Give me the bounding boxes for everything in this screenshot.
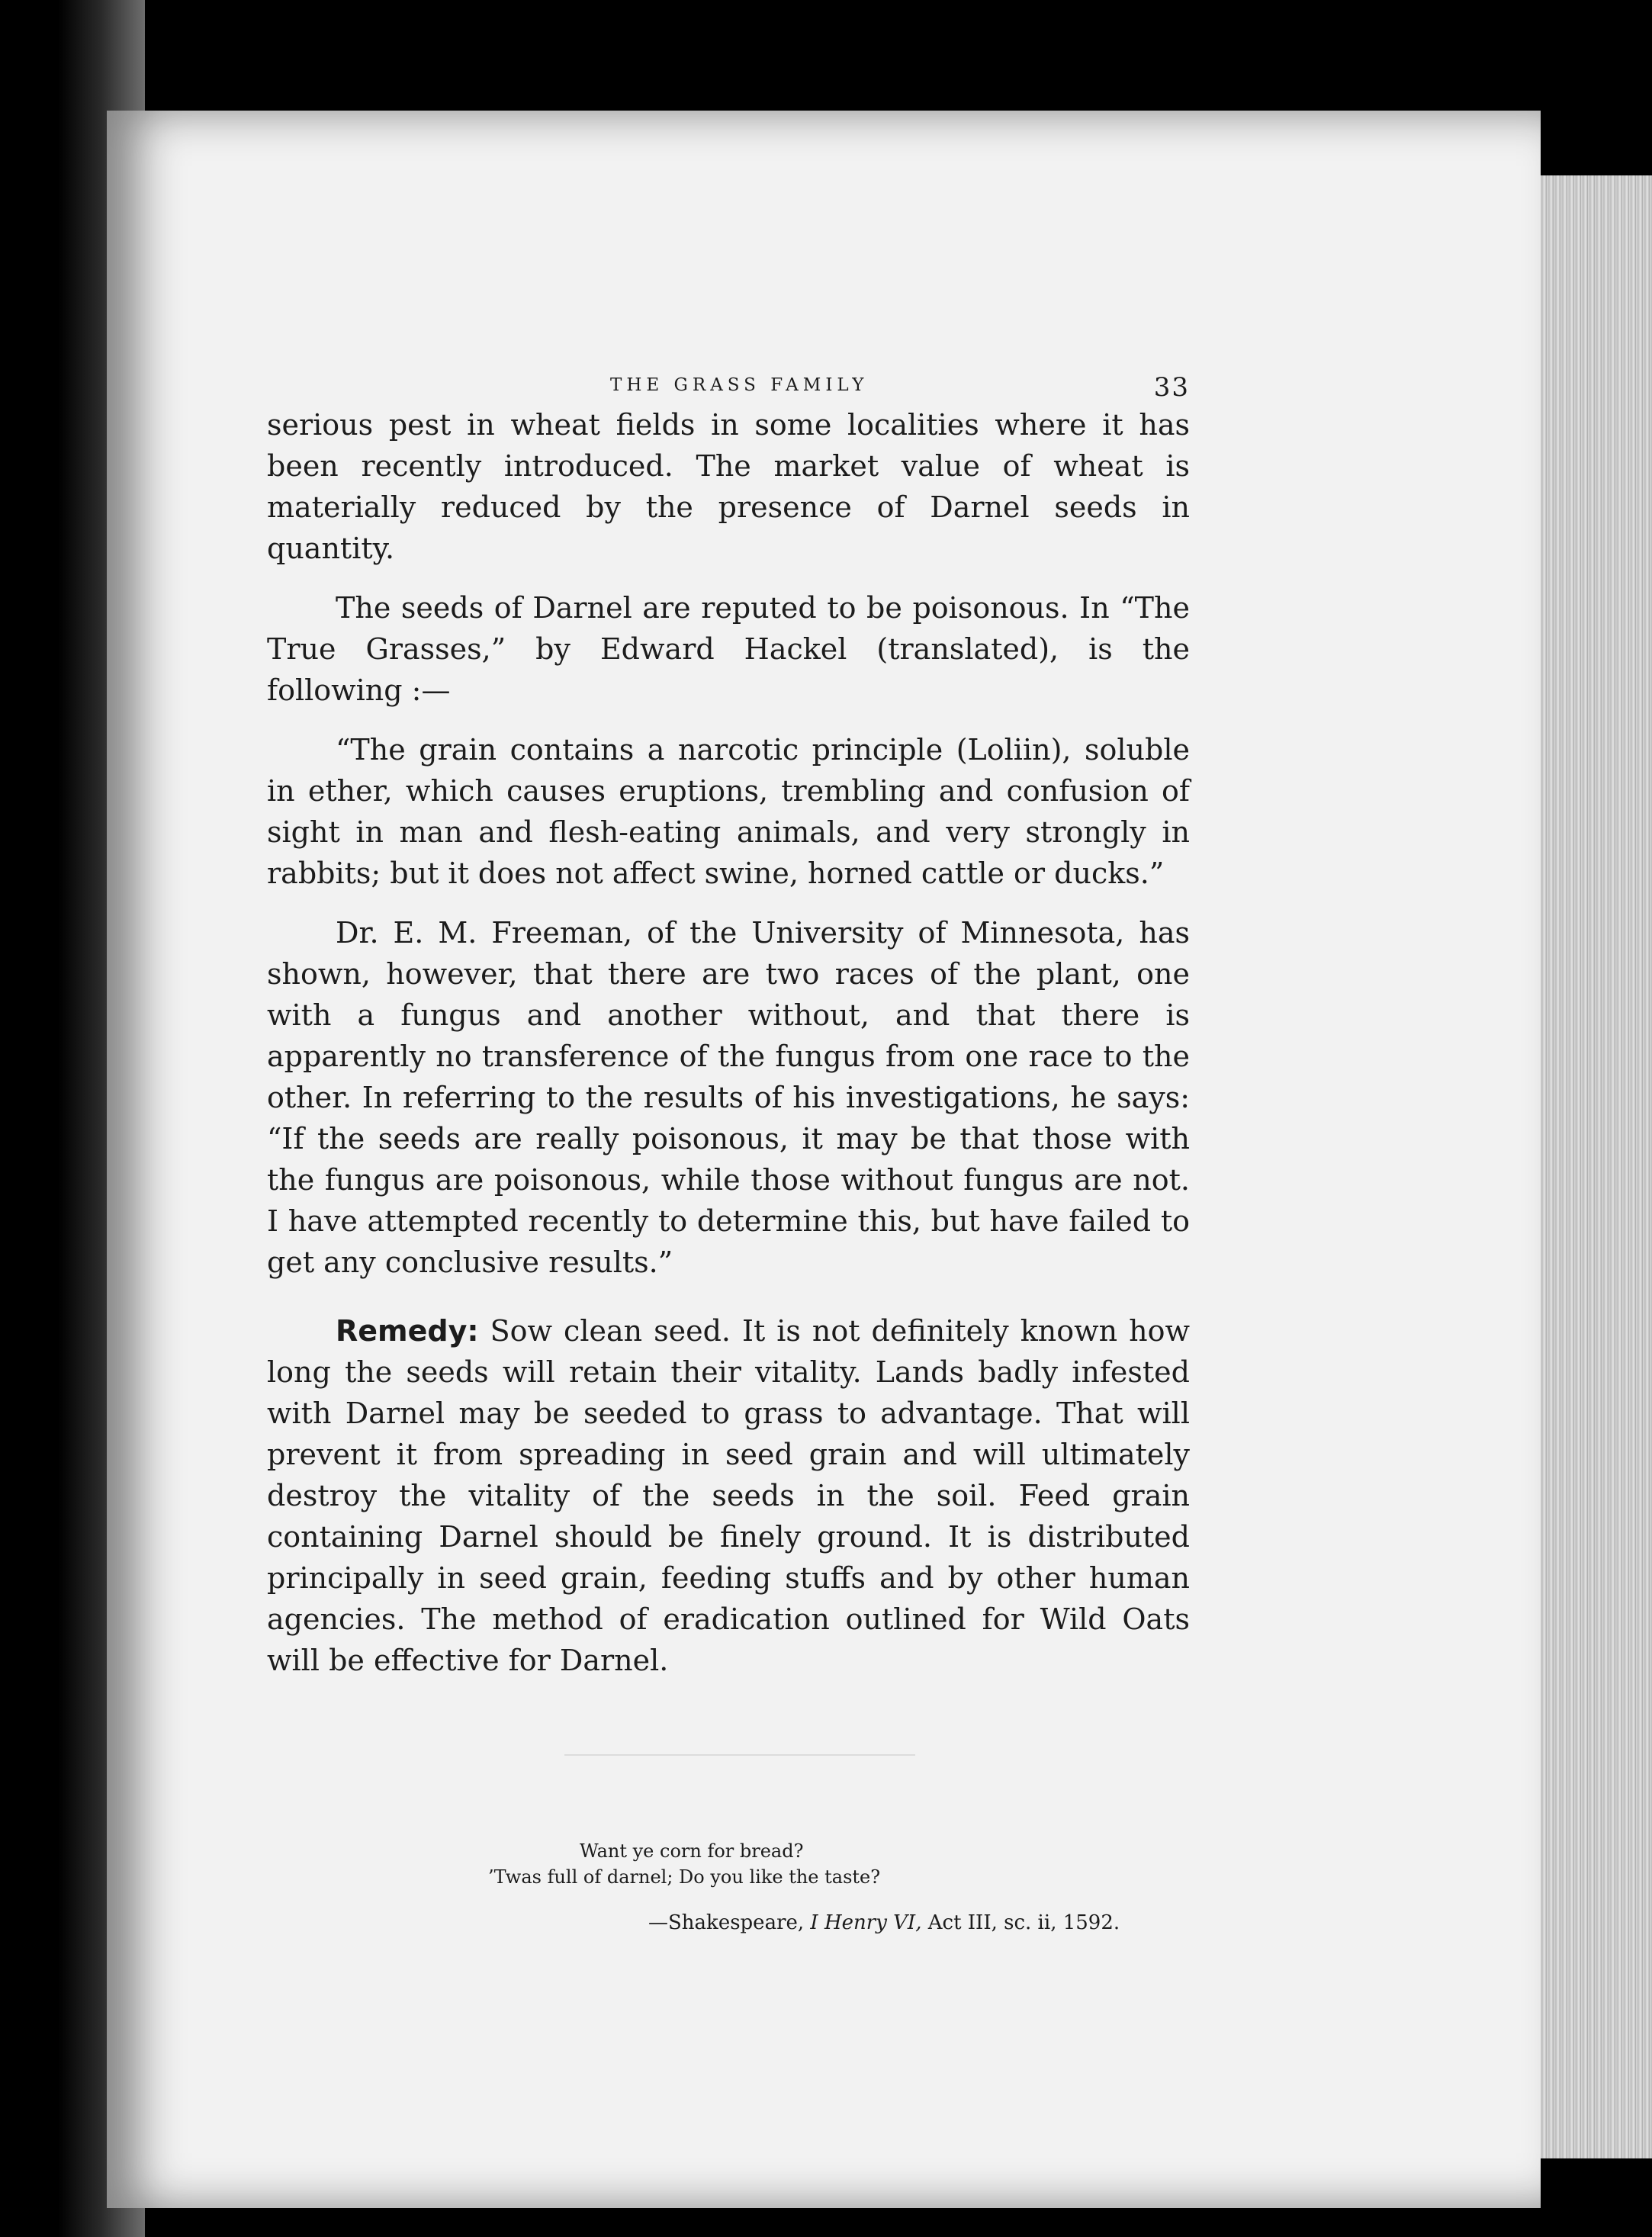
page-stack-edge <box>1533 175 1652 2158</box>
paragraph-seeds-poisonous: The seeds of Darnel are reputed to be poisonous. In “The True Grasses,” by Edward Hackel (translated), is the following :— <box>267 591 1190 707</box>
epigraph-line-1: Want ye corn for bread? <box>580 1840 804 1862</box>
paragraph-hackel-quote: “The grain contains a narcotic principle (Loliin), soluble in ether, which causes eruptions, trembling and confusion of sight in man and flesh-eating animals, and very strongly in rabbits; but it does not affect swine, horned cattle or ducks.” <box>267 733 1190 890</box>
paragraph-freeman: Dr. E. M. Freeman, of the University of Minnesota, has shown, however, that there are two races of the plant, one with a fungus and another without, and that there is apparently no transference of the fungus from one race to the other. In referring to the results of his investigations, he says: “If the seeds are really poisonous, it may be that those with the fungus are poisonous, while those without fungus are not. I have attempted recently to determine this, but have failed to get any conclusive results.” <box>267 916 1190 1279</box>
epigraph <box>473 1838 1236 1936</box>
running-head-title: THE GRASS FAMILY <box>610 375 869 395</box>
remedy-label: Remedy: <box>336 1314 479 1348</box>
attribution-ref: Act III, sc. ii, 1592. <box>927 1911 1120 1934</box>
running-head <box>267 358 1190 404</box>
attribution-author: —Shakespeare, <box>648 1911 805 1934</box>
page-content <box>267 358 1190 1681</box>
epigraph-line-2: ’Twas full of darnel; Do you like the taste? <box>488 1866 881 1888</box>
attribution-work: I Henry VI, <box>810 1911 922 1934</box>
paragraph-continuation: serious pest in wheat fields in some localities where it has been recently introduced. The market value of wheat is materially reduced by the presence of Darnel seeds in quantity. <box>267 408 1190 565</box>
paragraph-remedy <box>267 1310 1190 1681</box>
epigraph-attribution <box>473 1910 1236 1936</box>
section-rule <box>564 1754 915 1756</box>
remedy-text: Sow clean seed. It is not definitely known how long the seeds will retain their vitality. Lands badly infested with Darnel may be seeded to grass to advantage. That will prevent it from spreading in seed grain and will ultimately destroy the vitality of the seeds in the soil. Feed grain containing Darnel should be finely ground. It is distributed principally in seed grain, feeding stuffs and by other human agencies. The method of eradication outlined for Wild Oats will be effective for Darnel. <box>267 1314 1190 1677</box>
page-number: 33 <box>1153 372 1190 403</box>
